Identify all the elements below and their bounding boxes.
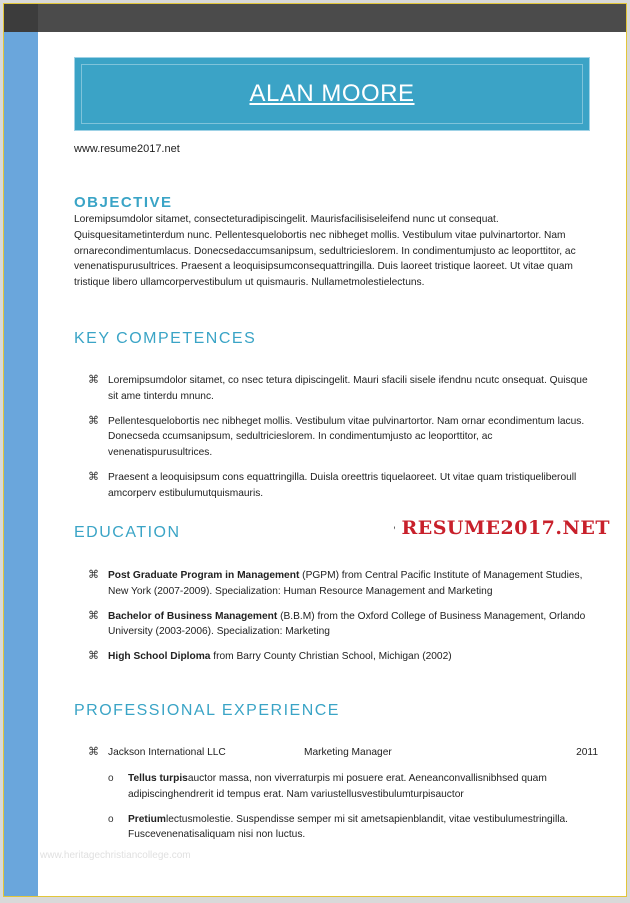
list-item [88,609,598,641]
resume-page [3,3,627,897]
competences-heading: KEY COMPETENCES [74,330,256,348]
clover-bullet-icon: ⌘ [88,568,99,584]
degree-details: from Barry County Christian School, Michigan (2002) [210,651,451,662]
competence-text: Loremipsumdolor sitamet, co nsec tetura dipiscingelit. Mauri sfacili sisele ifendnu ncutc onsequat. Quisque sit ame tinterdu mnunc. [108,375,588,402]
education-heading: EDUCATION [74,524,181,542]
clover-bullet-icon: ⌘ [88,649,99,665]
left-bar-top [4,4,38,32]
circle-bullet-icon: o [108,812,114,828]
list-item [88,745,598,761]
detail-text: lectusmolestie. Suspendisse semper mi sit ametsapienblandit, vitae vestibulumestringilla. Fuscevenenatisaliquam nisi non luctus. [128,814,568,841]
clover-bullet-icon: ⌘ [88,470,99,486]
clover-bullet-icon: ⌘ [88,414,99,430]
candidate-name: ALAN MOORE [249,80,414,108]
list-item [88,649,598,665]
objective-heading: OBJECTIVE [74,194,173,211]
experience-row [108,745,598,761]
degree-details: (PGPM) from Central Pacific Institute of Management Studies, New York (2007-2009). Specialization: Human Resource Management and Marketing [108,570,582,597]
degree-name: Post Graduate Program in Management [108,570,299,581]
detail-bold: Pretium [128,814,166,825]
circle-bullet-icon: o [108,771,114,787]
list-item [88,568,598,600]
competence-text: Praesent a leoquisipsum cons equattringilla. Duisla oreettris tiquelaoreet. Ut vitae quam tristiqueliberoull amcorperv estibulumutquismauris. [108,472,576,499]
objective-text: Loremipsumdolor sitamet, consecteturadipiscingelit. Maurisfacilisiseleifend nunc ut consequat. Quisquesitametinterdum nunc. Pellentesquelobortis nec nibheget mollis. Vestibulum vitae pulvinartortor. Nam ornarecondimentumlacus. Donecsedaccumsanipsum, sedultricieslorem. In condimentumjusto ac leoporttitor, ac venenatispurusultrices. Praesent a leoquisipsumconsequattringilla. Duis laoreet tristique laoreet. Ut vitae quam tristique libero ullamcorpervestibulum ut quismauris. Nullametmolestielectuns. [74,212,594,291]
degree-name: High School Diploma [108,651,210,662]
list-item [88,414,598,461]
list-item [108,771,594,803]
experience-list [88,745,598,761]
clover-bullet-icon: ⌘ [88,609,99,625]
company-name: Jackson International LLC [108,745,304,761]
logo-text: RESUME2017.NET [401,517,610,539]
experience-heading: PROFESSIONAL EXPERIENCE [74,702,340,720]
name-banner [74,57,590,131]
education-list [88,568,598,665]
competences-list [88,373,598,502]
degree-details: (B.B.M) from the Oxford College of Business Management, Orlando University (2003-2006). Specialization: Marketing [108,611,585,638]
list-item [108,812,594,844]
fountain-pen-icon [394,504,395,552]
top-bar [4,4,626,32]
watermark: www.heritagechristiancollege.com [40,850,191,861]
job-title: Marketing Manager [304,745,566,761]
degree-name: Bachelor of Business Management [108,611,277,622]
left-accent-bar [4,4,38,896]
list-item [88,373,598,405]
clover-bullet-icon: ⌘ [88,373,99,389]
detail-text: auctor massa, non viverraturpis mi posuere erat. Aeneanconvallisnibhsed quam adipiscinghendrerit id tempus erat. Nam variustellusvestibulumturpisauctor [128,773,547,800]
experience-details-list [108,771,594,843]
competence-text: Pellentesquelobortis nec nibheget mollis. Vestibulum vitae pulvinartortor. Nam ornar econdimentum lacus. Donecseda ccumsanipsum, sedultricieslorem. In condimentumjusto ac leoporttitor, ac venenatispurusultrices. [108,416,584,459]
list-item [88,470,598,502]
website-link[interactable]: www.resume2017.net [74,143,180,155]
resume2017-logo [394,500,610,556]
clover-bullet-icon: ⌘ [88,745,99,761]
job-year: 2011 [566,745,598,761]
detail-bold: Tellus turpis [128,773,188,784]
